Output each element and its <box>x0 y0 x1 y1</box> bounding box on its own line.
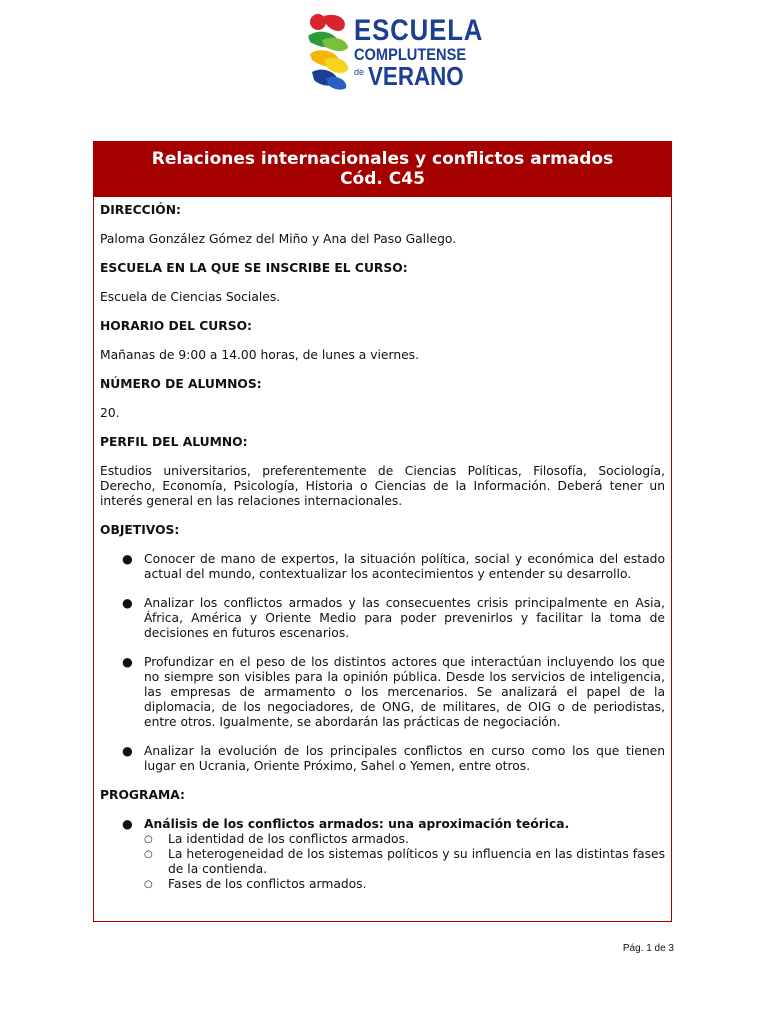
alumnos-heading: NÚMERO DE ALUMNOS: <box>100 377 262 391</box>
direccion-heading: DIRECCIÓN: <box>100 203 181 217</box>
bullet-icon: ● <box>122 744 133 758</box>
objetivos-list <box>100 552 665 774</box>
circle-bullet-icon: ○ <box>144 879 153 890</box>
course-header <box>94 142 671 197</box>
objetivo-text: Analizar los conflictos armados y las consecuentes crisis principalmente en Asia, África, América y Oriente Medio para poder prevenirlos y facilitar la toma de decisiones en futuros escenarios. <box>144 596 665 640</box>
objetivo-text: Analizar la evolución de los principales conflictos en curso como los que tienen lugar en Ucrania, Oriente Próximo, Sahel o Yemen, entre otros. <box>144 744 665 773</box>
list-item <box>144 877 665 892</box>
page-number: Pág. 1 de 3 <box>622 943 674 954</box>
escuela-text: Escuela de Ciencias Sociales. <box>100 290 281 304</box>
objetivos-heading: OBJETIVOS: <box>100 523 180 537</box>
circle-bullet-icon: ○ <box>144 849 153 860</box>
horario-text: Mañanas de 9:00 a 14.00 horas, de lunes a viernes. <box>100 348 419 362</box>
course-content <box>94 197 671 892</box>
list-item <box>144 847 665 877</box>
perfil-text: Estudios universitarios, preferentemente de Ciencias Políticas, Filosofía, Sociología, Derecho, Economía, Psicología, Historia o Ciencias de la Información. Deberá tener un interés general en las relaciones internacionales. <box>100 464 665 508</box>
programa-item-text: Fases de los conflictos armados. <box>168 877 367 891</box>
logo-text-complutense: COMPLUTENSE <box>354 45 467 64</box>
course-title: Relaciones internacionales y conflictos armados <box>151 149 614 169</box>
logo-text-verano: VERANO <box>368 61 464 91</box>
list-item <box>100 744 665 774</box>
list-item <box>100 817 665 892</box>
bullet-icon: ● <box>122 655 133 669</box>
objetivo-text: Profundizar en el peso de los distintos actores que interactúan incluyendo los que no siempre son visibles para la opinión pública. Desde los servicios de inteligencia, las empresas de armamento o los mercenarios. Se analizará el papel de la diplomacia, de los negociadores, de ONG, de militares, de OIG o de periodistas, entre otros. Igualmente, se abordarán las prácticas de negociación. <box>144 655 665 729</box>
programa-heading: PROGRAMA: <box>100 788 185 802</box>
objetivo-text: Conocer de mano de expertos, la situación política, social y económica del estado actual del mundo, contextualizar los acontecimientos y entender su desarrollo. <box>144 552 665 581</box>
list-item <box>100 596 665 641</box>
bullet-icon: ● <box>122 596 133 610</box>
direccion-text: Paloma González Gómez del Miño y Ana del Paso Gallego. <box>100 232 457 246</box>
programa-sublist <box>144 832 665 892</box>
logo-text-escuela: ESCUELA <box>354 14 484 47</box>
list-item <box>100 552 665 582</box>
perfil-heading: PERFIL DEL ALUMNO: <box>100 435 248 449</box>
alumnos-text: 20. <box>100 406 120 420</box>
programa-item-text: La heterogeneidad de los sistemas políticos y su influencia en las distintas fases de la contienda. <box>168 847 665 876</box>
logo-leaves-icon <box>304 10 356 90</box>
list-item <box>144 832 665 847</box>
bullet-icon: ● <box>122 817 133 831</box>
escuela-complutense-logo <box>304 10 484 91</box>
escuela-heading: ESCUELA EN LA QUE SE INSCRIBE EL CURSO: <box>100 261 408 275</box>
horario-heading: HORARIO DEL CURSO: <box>100 319 252 333</box>
list-item <box>100 655 665 730</box>
course-code: Cód. C45 <box>340 169 425 189</box>
bullet-icon: ● <box>122 552 133 566</box>
programa-item-text: La identidad de los conflictos armados. <box>168 832 409 846</box>
circle-bullet-icon: ○ <box>144 834 153 845</box>
programa-module-title: Análisis de los conflictos armados: una aproximación teórica. <box>144 817 570 831</box>
course-sheet <box>93 141 672 922</box>
logo-text-de: de <box>354 67 365 77</box>
programa-list <box>100 817 665 892</box>
